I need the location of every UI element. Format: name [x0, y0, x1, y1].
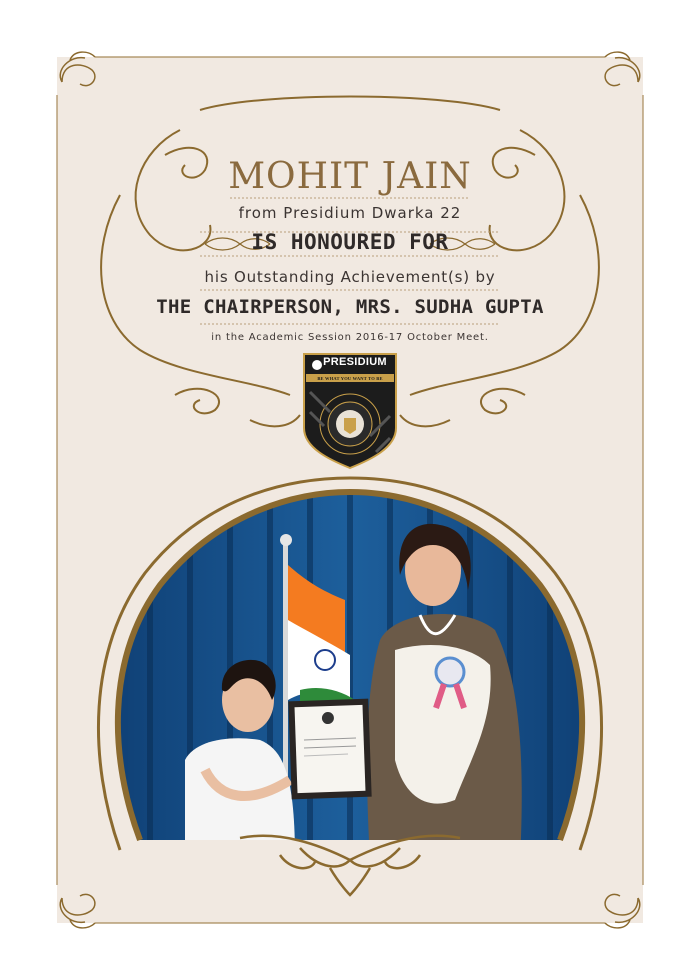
chairperson-line: THE CHAIRPERSON, MRS. SUDHA GUPTA — [156, 296, 544, 318]
session-line: in the Academic Session 2016-17 October Meet. — [211, 332, 489, 343]
badge-title: PRESIDIUM — [323, 356, 387, 368]
school-line: from Presidium Dwarka 22 — [238, 204, 462, 222]
held-certificate — [288, 699, 371, 800]
honoured-heading: IS HONOURED FOR — [251, 230, 449, 254]
bottom-flourish — [240, 836, 460, 895]
rosette-icon — [436, 658, 464, 686]
recipient-name: MOHIT JAIN — [228, 156, 472, 197]
badge-tagline: BE WHAT YOU WANT TO BE — [317, 376, 383, 381]
achievement-line: his Outstanding Achievement(s) by — [204, 268, 496, 286]
